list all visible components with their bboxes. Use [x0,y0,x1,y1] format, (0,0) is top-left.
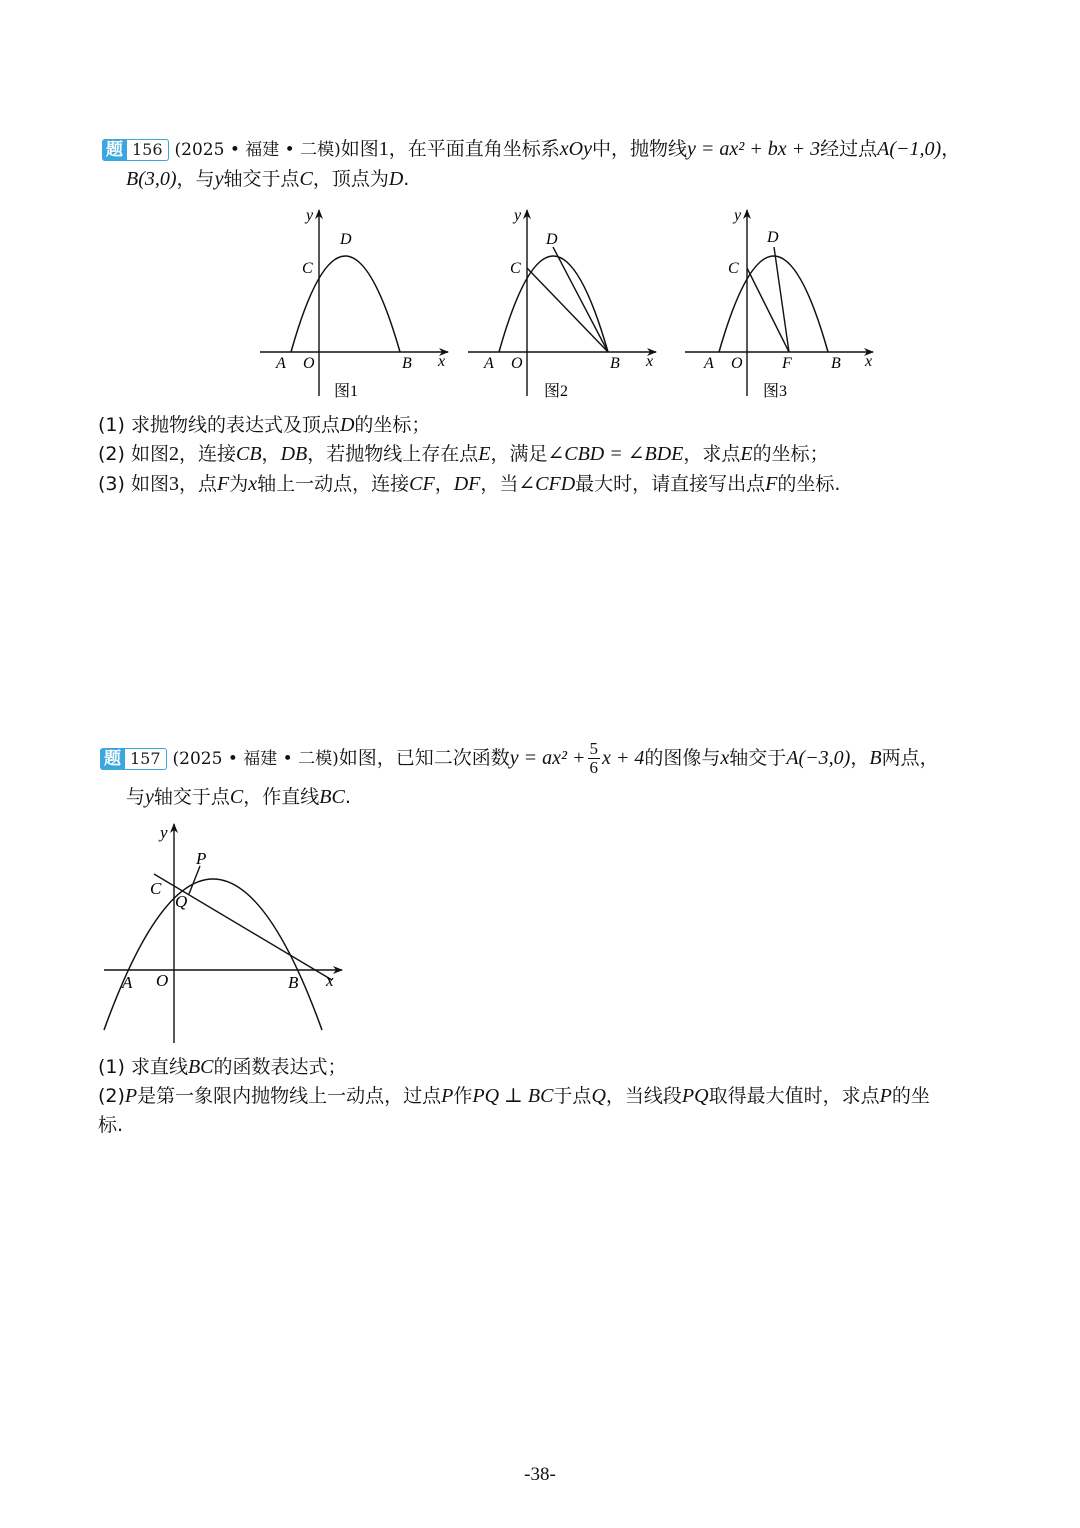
q156-line1: 题 156 (2025 • 福建 • 二模)如图1，在平面直角坐标系xOy中，抛物线y = ax² + bx + 3经过点A(−1,0)， [102,136,960,163]
point-b-label: B [831,355,841,372]
q157-part2: (2)P是第一象限内抛物线上一动点，过点P作PQ ⊥ BC于点Q，当线段PQ取得最大值时，求点P的坐 [98,1085,930,1107]
figure-2-caption: 图2 [544,383,569,400]
figure-2 [468,207,656,400]
figure-3 [685,207,873,400]
point-a-label: A [276,355,286,372]
x-axis-label: x [438,353,446,370]
q157-part1: (1) 求直线BC的函数表达式； [98,1056,347,1078]
point-f-label: F [782,355,792,372]
origin-label: O [511,355,523,372]
y-axis-label: y [306,207,314,224]
point-d-label: D [340,231,352,248]
point-c-label: C [302,260,313,277]
point-c-label: C [510,260,521,277]
x-axis-label: x [646,353,654,370]
y-axis-label: y [734,207,742,224]
point-b-label: B [288,973,299,992]
q156-figures [250,200,890,405]
figure-3-caption: 图3 [763,383,788,400]
q157-line1: 题 157 (2025 • 福建 • 二模)如图，已知二次函数y = ax² + $\frac{5}{6}$ x + 4的图像与x轴交于A(−3,0)，B两点， [100,740,939,777]
point-a-label: A [484,355,494,372]
origin-label: O [731,355,743,372]
point-q-label: Q [175,892,188,911]
q156-part1: (1) 求抛物线的表达式及顶点D的坐标； [98,414,431,436]
point-d-label: D [546,231,558,248]
y-axis-label: y [160,823,168,842]
point-p-label: P [196,849,207,868]
question-tag: 题 156 [102,139,169,161]
x-axis-label: x [865,353,873,370]
x-axis-label: x [326,971,334,990]
page-number: -38- [524,1464,556,1485]
origin-label: O [156,971,169,990]
q157-line2: 与y轴交于点C，作直线BC. [126,786,351,808]
point-c-label: C [728,260,739,277]
q157-figure [96,818,356,1048]
question-tag: 题 157 [100,748,167,770]
point-a-label: A [704,355,714,372]
y-axis-label: y [514,207,522,224]
figure-1-caption: 图1 [334,383,359,400]
figure-1 [260,207,448,400]
point-b-label: B [402,355,412,372]
point-d-label: D [767,229,779,246]
fraction-5-6: $\frac{5}{6}$ [589,739,599,777]
point-a-label: A [122,973,133,992]
point-b-label: B [610,355,620,372]
origin-label: O [303,355,315,372]
q157-part2-cont: 标. [98,1114,124,1136]
q156-part3: (3) 如图3，点F为x轴上一动点，连接CF，DF，当∠CFD最大时，请直接写出点F的坐标. [98,473,841,495]
q156-line2: B(3,0)，与y轴交于点C，顶点为D. [126,168,410,190]
point-c-label: C [150,879,162,898]
q156-part2: (2) 如图2，连接CB，DB，若抛物线上存在点E，满足∠CBD = ∠BDE，求点E的坐标； [98,443,829,465]
